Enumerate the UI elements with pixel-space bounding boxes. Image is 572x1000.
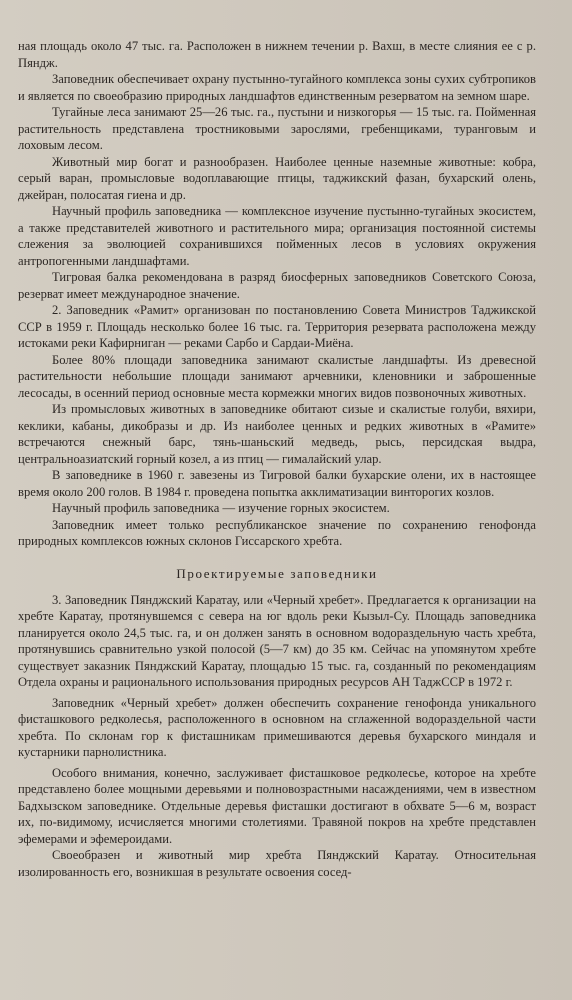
paragraph: Животный мир богат и разнообразен. Наиболее ценные наземные животные: кобра, серый варан, промысловые водоплавающие птицы, таджикский фазан, бухарский олень, джейран, полосатая гиена и др.: [18, 154, 536, 202]
paragraph: Заповедник «Черный хребет» должен обеспечить сохранение генофонда уникального фисташкового редколесья, расположенного в основном на сглаженной водораздельной части хребта. По склонам гор к фисташникам примешиваются деревья бухарского миндаля и кустарники парнолистника.: [18, 695, 536, 759]
paragraph: Более 80% площади заповедника занимают скалистые ландшафты. Из древесной растительности небольшие площади занимают арчевники, кленовники и заброшенные лесосады, в осенний период основные места кормежки многих видов позвоночных животных.: [18, 352, 536, 400]
paragraph: Научный профиль заповедника — комплексное изучение пустынно-тугайных экосистем, а также представителей животного и растительного мира; организация постоянной системы слежения за эволюцией сохранившихся пойменных лесов в условиях окружения антропогенными ландшафтами.: [18, 204, 536, 268]
paragraph: Заповедник имеет только республиканское значение по сохранению генофонда природных комплексов южных склонов Гиссарского хребта.: [18, 517, 536, 548]
paragraph: Научный профиль заповедника — изучение горных экосистем.: [52, 501, 390, 515]
paragraph: Тугайные леса занимают 25—26 тыс. га., пустыни и низкогорья — 15 тыс. га. Пойменная растительность представлена тростниковыми зарослями, гребенщиками, туранговым и лоховым лесом.: [18, 105, 536, 152]
paragraph: Заповедник обеспечивает охрану пустынно-тугайного комплекса зоны сухих субтропиков и является по своеобразию природных ландшафтов единственным резерватом на земном шаре.: [18, 72, 536, 103]
page-text: [18, 38, 536, 880]
paragraph: Из промысловых животных в заповеднике обитают сизые и скалистые голуби, вяхири, кеклики, кабаны, дикобразы и др. Из наиболее ценных и редких животных в «Рамите» встречаются снежный барс, тянь-шаньский медведь, рысь, персидская выдра, центральноазиатский горный козел, а из птиц — гималайский улар.: [18, 402, 536, 466]
paragraph-continuation: ная площадь около 47 тыс. га. Расположен в нижнем течении р. Вахш, в месте слияния ее с р. Пяндж.: [18, 39, 536, 70]
paragraph: Особого внимания, конечно, заслуживает фисташковое редколесье, которое на хребте представлено более мощными деревьями и полновозрастными насаждениями, чем в известном Бадхызском заповеднике. Отдельные деревья фисташки достигают в обхвате 5—6 м, возраст их, по-видимому, исчисляется многими столетиями. Травяной покров на хребте представлен эфемерами и эфемероидами.: [18, 765, 536, 846]
section-heading: Проектируемые заповедники: [176, 565, 378, 581]
paragraph: Своеобразен и животный мир хребта Пянджский Каратау. Относительная изолированность его, возникшая в результате освоения сосед-: [18, 848, 536, 879]
paragraph-karatau-reserve: 3. Заповедник Пянджский Каратау, или «Черный хребет». Предлагается к организации на хребте Каратау, протянувшемся с севера на юг вдоль реки Кызыл-Су. Площадь заповедника планируется около 24,5 тыс. га, и он должен занять в основном водораздельную часть хребта, протянувшись сравнительно узкой полосой (5—7 км) до 35 км. Сейчас на упомянутом хребте существует заказник Пянджский Каратау, площадью 15 тыс. га, созданный по рекомендациям Отдела охраны и рационального использования природных ресурсов АН ТаджССР в 1972 г.: [18, 592, 536, 689]
paragraph: Тигровая балка рекомендована в разряд биосферных заповедников Советского Союза, резерват имеет международное значение.: [18, 270, 536, 301]
paragraph-ramit-reserve: 2. Заповедник «Рамит» организован по постановлению Совета Министров Таджикской ССР в 1959 г. Площадь несколько более 16 тыс. га. Территория резервата расположена между истоками реки Кафирниган — реками Сарбо и Сардаи-Миёна.: [18, 303, 536, 350]
paragraph: В заповеднике в 1960 г. завезены из Тигровой балки бухарские олени, их в настоящее время около 200 голов. В 1984 г. проведена попытка акклиматизации винторогих козлов.: [18, 468, 536, 499]
